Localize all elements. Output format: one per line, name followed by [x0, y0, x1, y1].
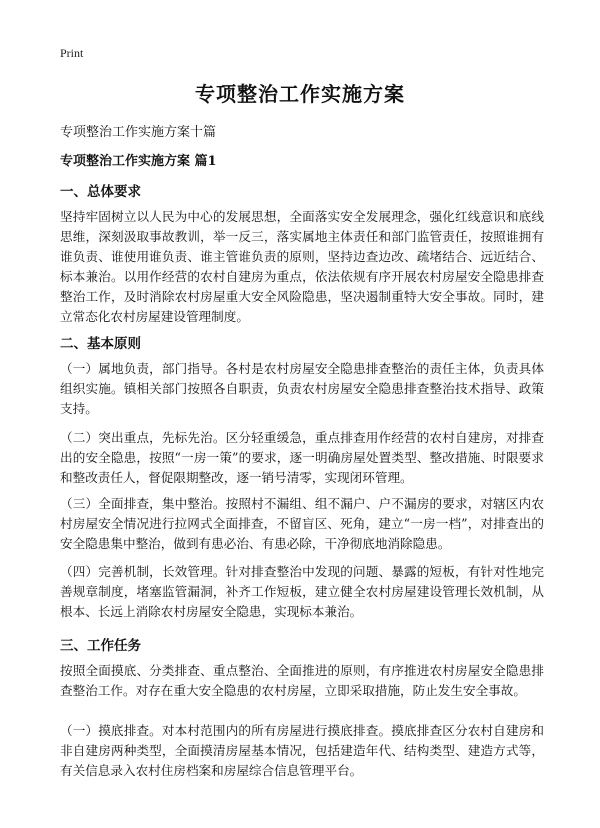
- article-title: 专项整治工作实施方案 篇1: [60, 154, 217, 169]
- section-2-paragraph-3: （三）全面排查，集中整治。按照村不漏组、组不漏户、户不漏房的要求，对辖区内农村房屋安全情况进行拉网式全面排查，不留盲区、死角，建立“一房一档”，对排查出的安全隐患集中整治，做到有患必治、有患必除，干净彻底地消除隐患。: [60, 496, 544, 551]
- section-2-paragraph-2: （二）突出重点，先标先治。区分轻重缓急，重点排查用作经营的农村自建房，对排查出的安全隐患，按照“一房一策”的要求，逐一明确房屋处置类型、整改措施、时限要求和整改责任人，督促限期整改，逐一销号清零，实现闭环管理。: [60, 430, 544, 485]
- section-3-paragraph-2: （一）摸底排查。对本村范围内的所有房屋进行摸底排查。摸底排查区分农村自建房和非自建房两种类型，全面摸清房屋基本情况，包括建造年代、结构类型、建造方式等，有关信息录入农村住房档案和房屋综合信息管理平台。: [60, 723, 544, 778]
- section-3-paragraph-1: 按照全面摸底、分类排查、重点整治、全面推进的原则，有序推进农村房屋安全隐患排查整治工作。对存在重大安全隐患的农村房屋，立即采取措施，防止发生安全事故。: [60, 663, 544, 698]
- section-2-paragraph-1: （一）属地负责，部门指导。各村是农村房屋安全隐患排查整治的责任主体，负责具体组织实施。镇相关部门按照各自职责，负责农村房屋安全隐患排查整治技术指导、政策支持。: [60, 361, 544, 416]
- section-2-paragraph-4: （四）完善机制，长效管理。针对排查整治中发现的问题、暴露的短板，有针对性地完善规章制度，堵塞监管漏洞，补齐工作短板，建立健全农村房屋建设管理长效机制，从根本、长远上消除农村房屋安全隐患，实现标本兼治。: [60, 564, 544, 619]
- section-1-paragraph-1: 坚持牢固树立以人民为中心的发展思想，全面落实安全发展理念，强化红线意识和底线思维，深刻汲取事故教训，举一反三，落实属地主体责任和部门监管责任，按照谁拥有谁负责、谁使用谁负责、谁主管谁负责的原则，坚持边查边改、疏堵结合、远近结合、标本兼治。以用作经营的农村自建房为重点，依法依规有序开展农村房屋安全隐患排查整治工作，及时消除农村房屋重大安全风险隐患，坚决遏制重特大安全事故。同时，建立常态化农村房屋建设管理制度。: [60, 209, 544, 324]
- document-title: 专项整治工作实施方案: [195, 82, 405, 106]
- section-heading-3: 三、工作任务: [60, 638, 141, 654]
- print-label: Print: [60, 46, 84, 60]
- section-heading-1: 一、总体要求: [60, 184, 141, 200]
- section-heading-2: 二、基本原则: [60, 336, 141, 352]
- document-subtitle: 专项整治工作实施方案十篇: [60, 125, 217, 140]
